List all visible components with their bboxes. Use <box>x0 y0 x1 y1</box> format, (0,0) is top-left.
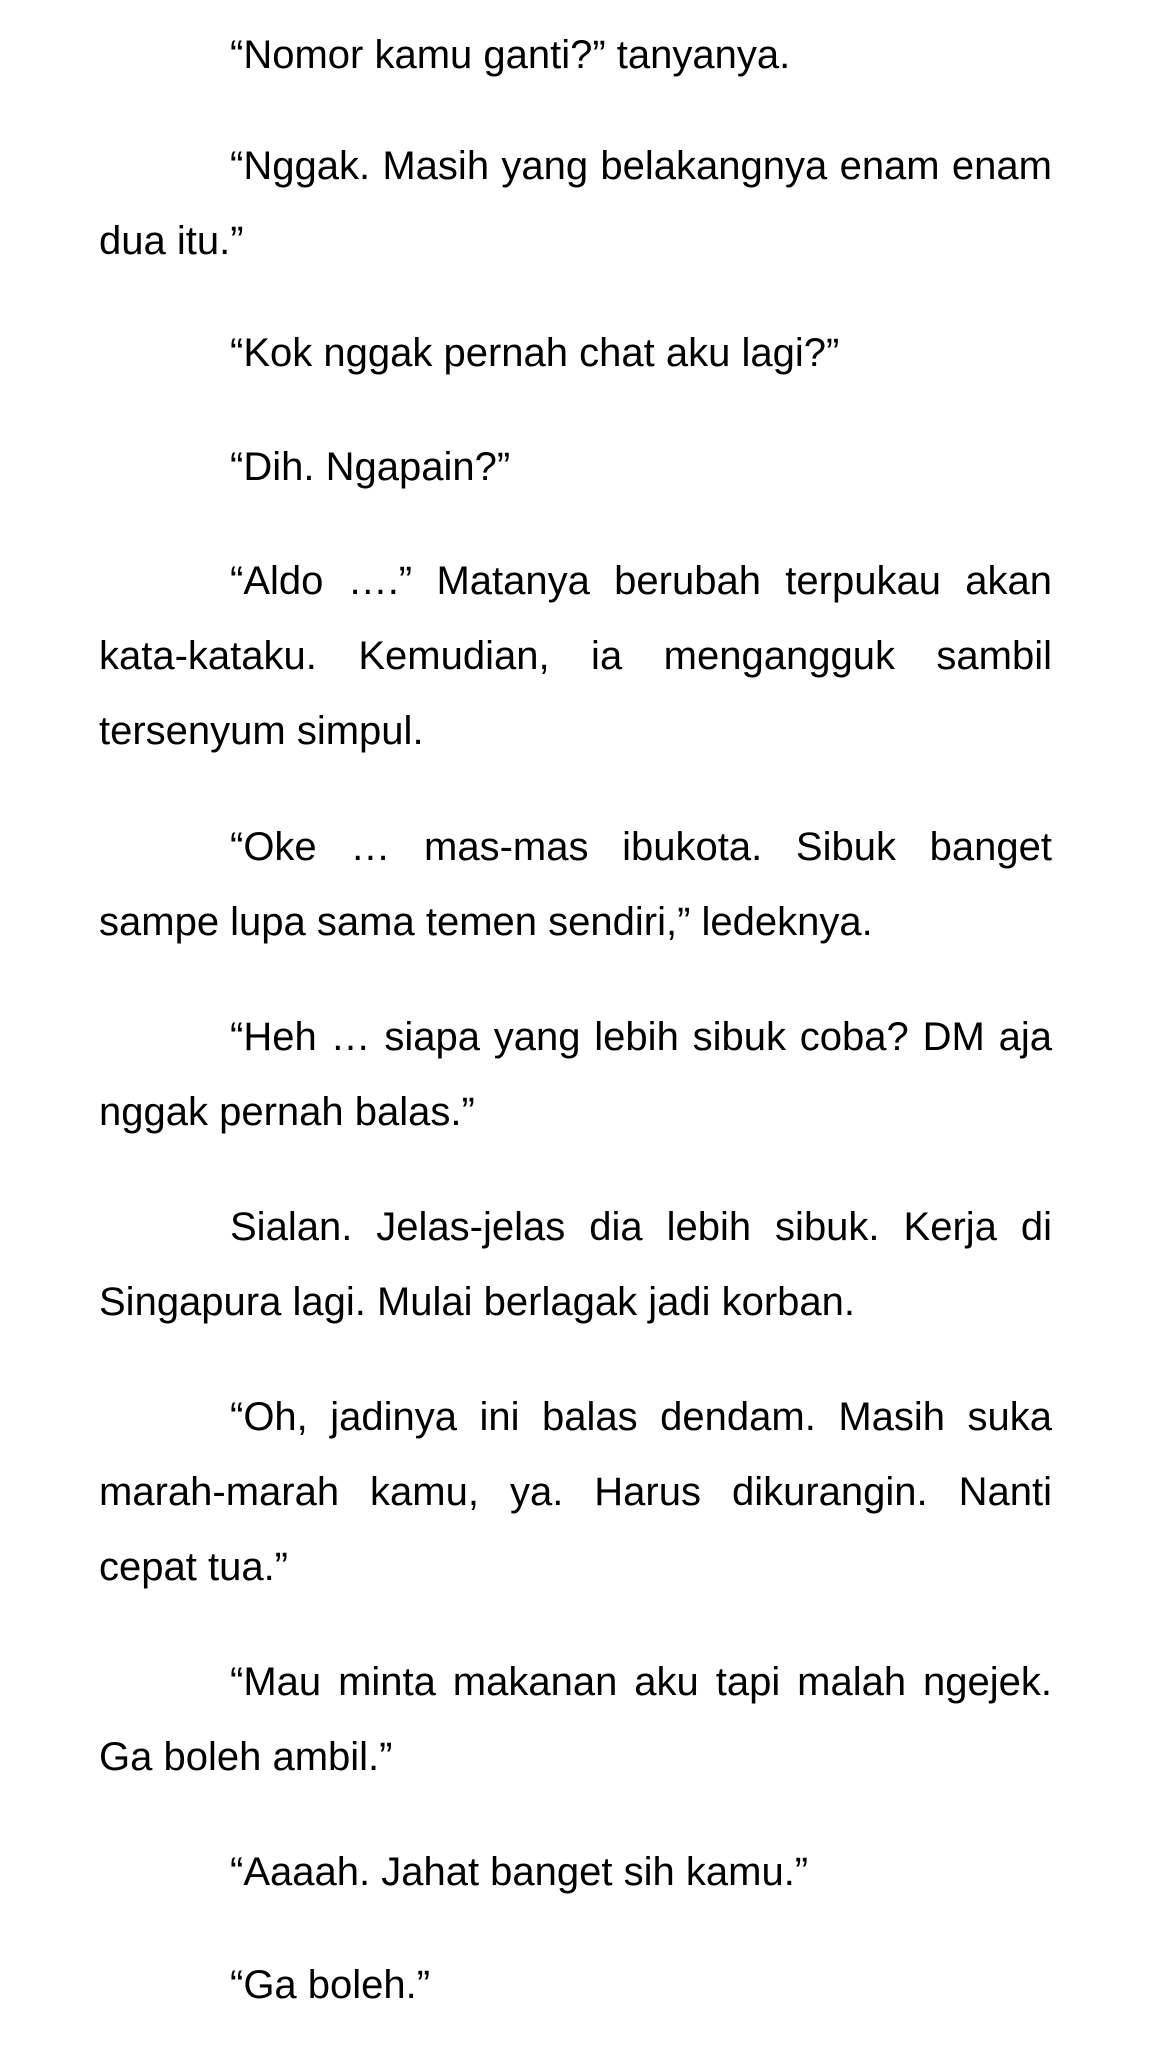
paragraph: “Ga boleh.” <box>230 1963 431 2007</box>
paragraph: “Aaaah. Jahat banget sih kamu.” <box>230 1850 809 1894</box>
paragraph: “Nggak. Masih yang belakangnya enam enam dua itu.” <box>99 144 1052 263</box>
document-page <box>99 0 1052 2048</box>
paragraph: “Oke … mas-mas ibukota. Sibuk banget sampe lupa sama temen sendiri,” ledeknya. <box>99 825 1052 944</box>
paragraph: “Kok nggak pernah chat aku lagi?” <box>230 331 840 375</box>
paragraph: Sialan. Jelas-jelas dia lebih sibuk. Kerja di Singapura lagi. Mulai berlagak jadi korban. <box>99 1205 1052 1324</box>
paragraph: “Mau minta makanan aku tapi malah ngejek. Ga boleh ambil.” <box>99 1660 1052 1779</box>
paragraph: “Oh, jadinya ini balas dendam. Masih suka marah-marah kamu, ya. Harus dikurangin. Nanti cepat tua.” <box>99 1395 1052 1589</box>
paragraph: “Nomor kamu ganti?” tanyanya. <box>230 33 791 77</box>
paragraph: “Dih. Ngapain?” <box>230 445 511 489</box>
paragraph: “Aldo ….” Matanya berubah terpukau akan kata-kataku. Kemudian, ia mengangguk sambil tersenyum simpul. <box>99 559 1052 753</box>
paragraph: “Heh … siapa yang lebih sibuk coba? DM aja nggak pernah balas.” <box>99 1015 1052 1134</box>
